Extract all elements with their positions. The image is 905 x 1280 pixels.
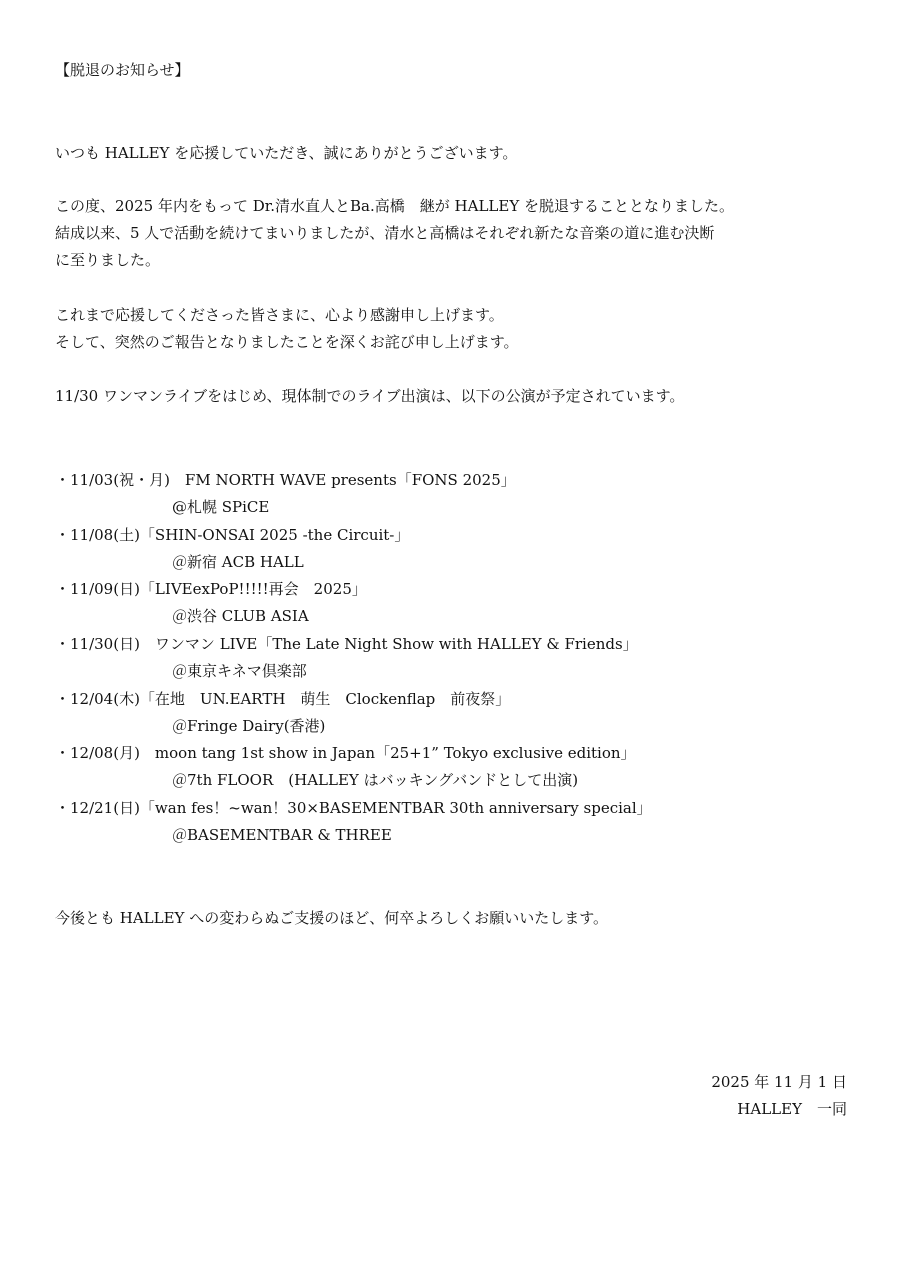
closing-paragraph: 今後とも HALLEY への変わらぬご支援のほど、何卒よろしくお願いいたします。 [55, 909, 609, 927]
event-date-title: ・12/21(日)「wan fes！~wan！30×BASEMENTBAR 30th anniversary special」 [55, 799, 652, 817]
event-date-title: ・11/30(日) ワンマン LIVE「The Late Night Show with HALLEY & Friends」 [55, 635, 638, 653]
event-venue: ＠新宿 ACB HALL [172, 553, 304, 571]
signature: HALLEY 一同 [737, 1100, 847, 1118]
event-date-title: ・11/08(土)「SHIN-ONSAI 2025 -the Circuit-」 [55, 526, 410, 544]
document-date: 2025 年 11 月 1 日 [711, 1073, 847, 1091]
event-venue: ＠東京キネマ倶楽部 [172, 662, 307, 680]
schedule-intro: 11/30 ワンマンライブをはじめ、現体制でのライブ出演は、以下の公演が予定されています。 [55, 387, 685, 405]
announcement-line-2: 結成以来、5 人で活動を続けてまいりましたが、清水と高橋はそれぞれ新たな音楽の道に進む決断 [55, 224, 715, 242]
event-venue: ＠BASEMENTBAR & THREE [172, 826, 392, 844]
event-venue: @札幌 SPiCE [172, 498, 270, 516]
thanks-line-2: そして、突然のご報告となりましたことを深くお詫び申し上げます。 [55, 333, 519, 351]
greeting-paragraph: いつも HALLEY を応援していただき、誠にありがとうございます。 [55, 144, 518, 162]
document-title: 【脱退のお知らせ】 [55, 61, 190, 79]
event-date-title: ・12/08(月) moon tang 1st show in Japan「25+1” Tokyo exclusive edition」 [55, 744, 636, 762]
thanks-line-1: これまで応援してくださった皆さまに、心より感謝申し上げます。 [55, 306, 504, 324]
event-venue: ＠Fringe Dairy(香港) [172, 717, 326, 735]
event-date-title: ・12/04(木)「在地 UN.EARTH 萌生 Clockenflap 前夜祭」 [55, 690, 511, 708]
event-date-title: ・11/09(日)「LIVEexPoP!!!!!再会 2025」 [55, 580, 367, 598]
event-date-title: ・11/03(祝・月) FM NORTH WAVE presents「FONS 2025」 [55, 471, 516, 489]
announcement-line-3: に至りました。 [55, 251, 161, 269]
event-venue: ＠渋谷 CLUB ASIA [172, 607, 309, 625]
event-venue: ＠7th FLOOR (HALLEY はバッキングバンドとして出演) [172, 771, 579, 789]
announcement-line-1: この度、2025 年内をもって Dr.清水直人とBa.高橋 継が HALLEY を脱退することとなりました。 [55, 197, 734, 215]
